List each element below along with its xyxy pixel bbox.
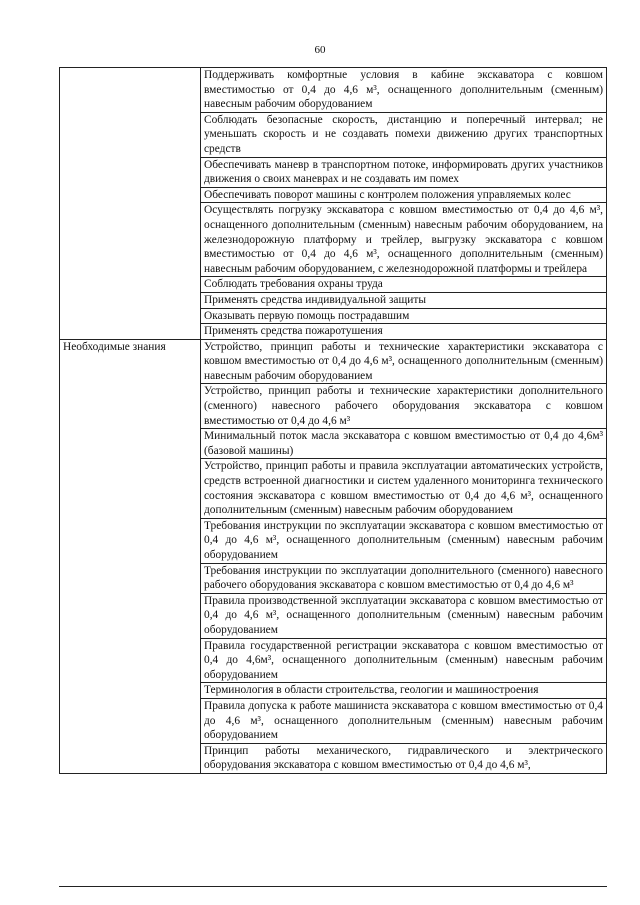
- table-cell: Минимальный поток масла экскаватора с ковшом вместимостью от 0,4 до 4,6м³ (базовой машины): [201, 429, 607, 459]
- bottom-rule: [59, 886, 607, 887]
- table-cell: Обеспечивать маневр в транспортном потоке, информировать других участников движения о своих маневрах и не создавать им помех: [201, 157, 607, 187]
- table-cell: Поддерживать комфортные условия в кабине экскаватора с ковшом вместимостью от 0,4 до 4,6 м³, оснащенного дополнительным (сменным) навесным рабочим оборудованием: [201, 68, 607, 113]
- table-cell: Соблюдать требования охраны труда: [201, 277, 607, 293]
- table-cell: Соблюдать безопасные скорость, дистанцию и поперечный интервал; не уменьшать скорость и не создавать помехи движению других транспортных средств: [201, 112, 607, 157]
- table-cell: Требования инструкции по эксплуатации экскаватора с ковшом вместимостью от 0,4 до 4,6 м³, оснащенного дополнительным (сменным) навесным рабочим оборудованием: [201, 518, 607, 563]
- table-cell: Терминология в области строительства, геологии и машиностроения: [201, 683, 607, 699]
- table-cell: Применять средства пожаротушения: [201, 324, 607, 340]
- table-row: [60, 339, 607, 384]
- table-cell: Устройство, принцип работы и правила эксплуатации автоматических устройств, средств встроенной диагностики и систем удаленного мониторинга технического состояния экскаватора с ковшом вместимостью от 0,4 до 4,6 м³, оснащенного дополнительным (сменным) навесным рабочим оборудованием: [201, 459, 607, 518]
- requirements-table: [59, 67, 607, 774]
- table-cell: Осуществлять погрузку экскаватора с ковшом вместимостью от 0,4 до 4,6 м³, оснащенного дополнительным (сменным) навесным рабочим оборудованием, на железнодорожную платформу и трейлер, выгрузку экскаватора с ковшом вместимостью от 0,4 до 4,6 м³, оснащенного дополнительным (сменным) навесным рабочим оборудованием, с железнодорожной платформы и трейлера: [201, 203, 607, 277]
- table-row: [60, 68, 607, 113]
- table-cell: Правила государственной регистрации экскаватора с ковшом вместимостью от 0,4 до 4,6м³, оснащенного дополнительным (сменным) навесным рабочим оборудованием: [201, 638, 607, 683]
- table-cell: Правила производственной эксплуатации экскаватора с ковшом вместимостью от 0,4 до 4,6 м³, оснащенного дополнительным (сменным) навесным рабочим оборудованием: [201, 593, 607, 638]
- table-cell: Устройство, принцип работы и технические характеристики экскаватора с ковшом вместимостью от 0,4 до 4,6 м³, оснащенного дополнительным (сменным) навесным рабочим оборудованием: [201, 339, 607, 384]
- table-cell: Требования инструкции по эксплуатации дополнительного (сменного) навесного рабочего оборудования экскаватора с ковшом вместимостью от 0,4 до 4,6 м³: [201, 563, 607, 593]
- table-cell: Устройство, принцип работы и технические характеристики дополнительного (сменного) навесного рабочего оборудования экскаватора с ковшом вместимостью от 0,4 до 4,6 м³: [201, 384, 607, 429]
- page-number: 60: [314, 44, 326, 56]
- table-cell: Применять средства индивидуальной защиты: [201, 292, 607, 308]
- table-cell: Оказывать первую помощь пострадавшим: [201, 308, 607, 324]
- table-cell: Принцип работы механического, гидравлического и электрического оборудования экскаватора с ковшом вместимостью от 0,4 до 4,6 м³,: [201, 743, 607, 773]
- section-label-knowledge: Необходимые знания: [60, 339, 201, 773]
- section-label-skills: [60, 68, 201, 340]
- table-cell: Обеспечивать поворот машины с контролем положения управляемых колес: [201, 187, 607, 203]
- table-cell: Правила допуска к работе машиниста экскаватора с ковшом вместимостью от 0,4 до 4,6 м³, оснащенного дополнительным (сменным) навесным рабочим оборудованием: [201, 698, 607, 743]
